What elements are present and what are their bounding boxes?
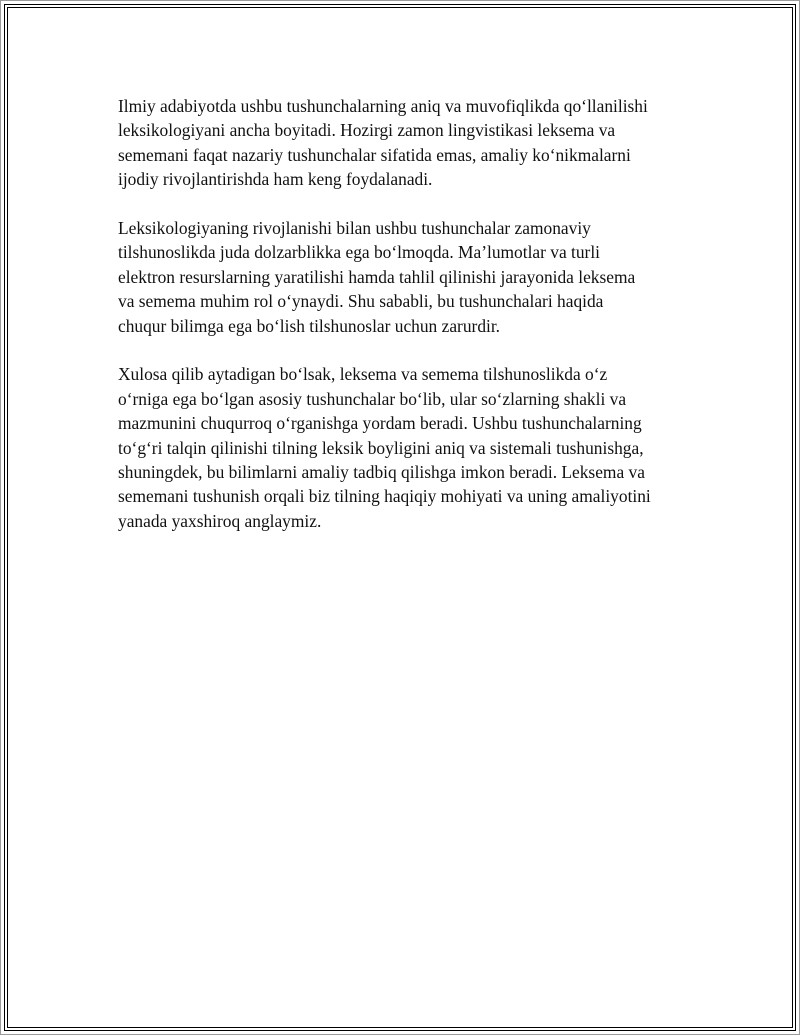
- text-line: mazmunini chuqurroq o‘rganishga yordam beradi. Ushbu tushunchalarning: [118, 413, 642, 434]
- text-line: Leksikologiyaning rivojlanishi bilan ushbu tushunchalar zamonaviy: [118, 218, 591, 239]
- text-line: yanada yaxshiroq anglaymiz.: [118, 510, 322, 531]
- text-line: Ilmiy adabiyotda ushbu tushunchalarning aniq va muvofiqlikda qo‘llanilishi: [118, 96, 648, 116]
- text-line: leksikologiyani ancha boyitadi. Hozirgi zamon lingvistikasi leksema va: [118, 120, 616, 141]
- text-line: tilshunoslikda juda dolzarblikka ega bo‘lmoqda. Ma’lumotlar va turli: [118, 242, 600, 263]
- document-body: [118, 94, 708, 558]
- text-line: to‘g‘ri talqin qilinishi tilning leksik boyligini aniq va sistemali tushunishga,: [118, 437, 644, 458]
- paragraph-2: [118, 216, 708, 338]
- text-line: sememani tushunish orqali biz tilning haqiqiy mohiyati va uning amaliyotini: [118, 486, 651, 507]
- text-line: chuqur bilimga ega bo‘lish tilshunoslar uchun zarurdir.: [118, 315, 501, 336]
- text-line: ijodiy rivojlantirishda ham keng foydalanadi.: [118, 169, 433, 190]
- text-line: elektron resurslarning yaratilishi hamda tahlil qilinishi jarayonida leksema: [118, 266, 636, 287]
- paragraph-3: [118, 362, 708, 533]
- text-line: sememani faqat nazariy tushunchalar sifatida emas, amaliy ko‘nikmalarni: [118, 144, 631, 165]
- text-line: shuningdek, bu bilimlarni amaliy tadbiq qilishga imkon beradi. Leksema va: [118, 462, 645, 483]
- paragraph-1: [118, 94, 708, 192]
- text-line: va semema muhim rol o‘ynaydi. Shu sababli, bu tushunchalari haqida: [118, 291, 604, 312]
- text-line: Xulosa qilib aytadigan bo‘lsak, leksema va semema tilshunoslikda o‘z: [118, 364, 608, 385]
- text-line: o‘rniga ega bo‘lgan asosiy tushunchalar bo‘lib, ular so‘zlarning shakli va: [118, 388, 627, 409]
